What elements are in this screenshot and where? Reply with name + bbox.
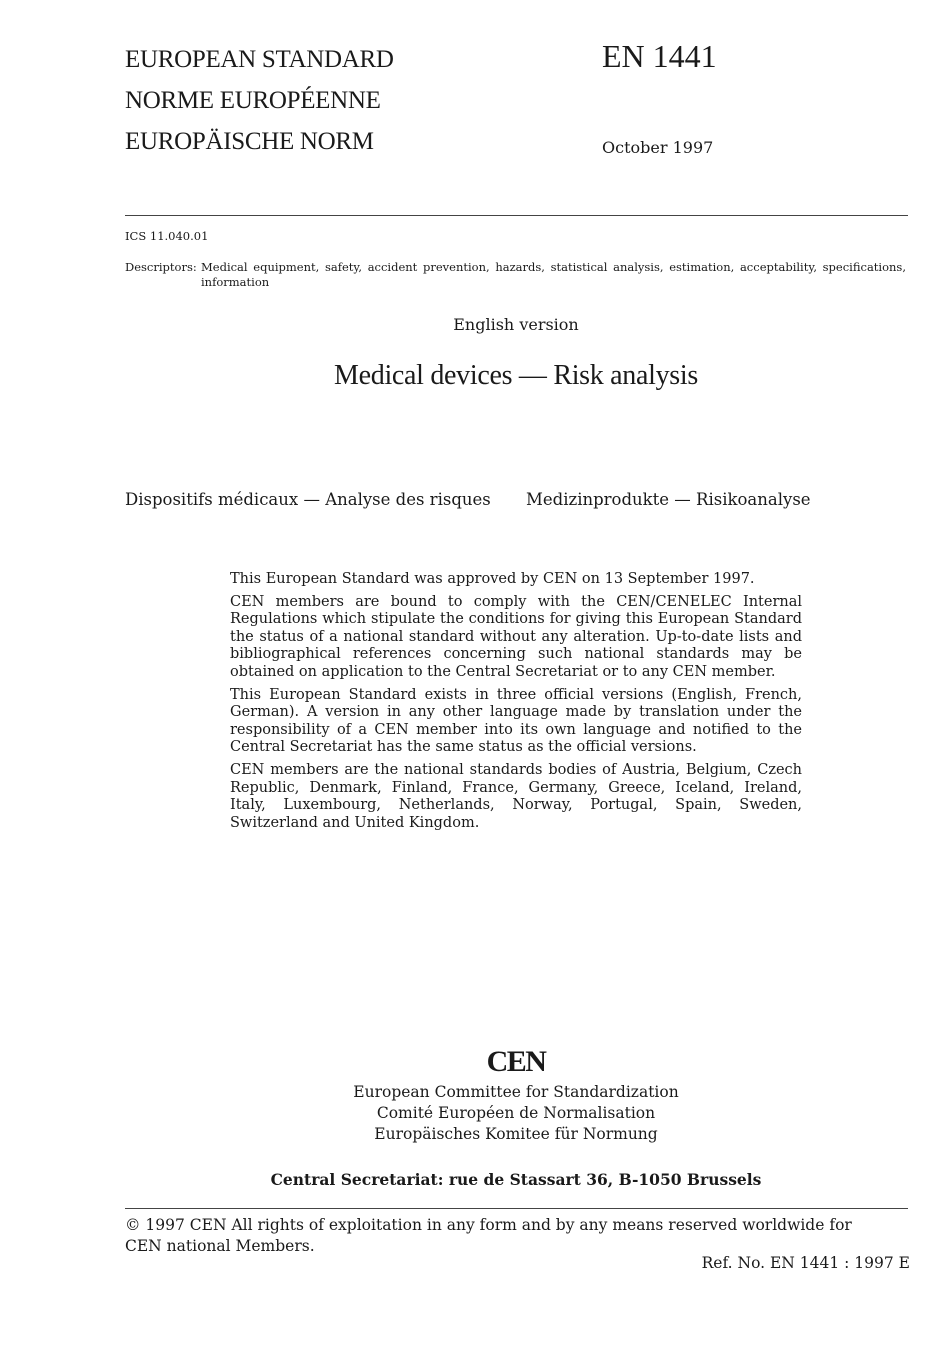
title-english: EUROPEAN STANDARD bbox=[125, 46, 394, 73]
cen-logo: CEN bbox=[486, 1045, 546, 1078]
cen-name-en: European Committee for Standardization bbox=[353, 1083, 679, 1101]
title-french: NORME EUROPÉENNE bbox=[125, 87, 381, 114]
standard-number: EN 1441 bbox=[602, 38, 717, 74]
ics-code: ICS 11.040.01 bbox=[125, 229, 209, 243]
paragraph-members: CEN members are the national standards bodies of Austria, Belgium, Czech Republic, Denmark, Finland, France, Germany, Greece, Iceland, Ireland, Italy, Luxembourg, Netherlands, Norway, Portugal, Spain, Sweden, Switzerland and United Kingdom. bbox=[230, 761, 802, 831]
central-secretariat: Central Secretariat: rue de Stassart 36, B-1050 Brussels bbox=[270, 1170, 762, 1189]
descriptors-label: Descriptors: bbox=[125, 260, 197, 274]
approval-text bbox=[230, 571, 802, 837]
bottom-divider bbox=[125, 1208, 908, 1209]
title-de: Medizinprodukte — Risikoanalyse bbox=[526, 490, 811, 509]
paragraph-regulations: CEN members are bound to comply with the CEN/CENELEC Internal Regulations which stipulate the conditions for giving this European Standard the status of a national standard without any alteration. Up-to-date lists and bibliographical references concerning such national standards may be obtained on application to the Central Secretariat or to any CEN member. bbox=[230, 593, 802, 680]
reference-number: Ref. No. EN 1441 : 1997 E bbox=[701, 1254, 910, 1272]
copyright-notice: © 1997 CEN All rights of exploitation in any form and by any means reserved worldwide for CEN national Members. bbox=[125, 1216, 852, 1255]
main-title: Medical devices — Risk analysis bbox=[334, 360, 698, 391]
publication-date: October 1997 bbox=[602, 138, 714, 157]
cen-name-fr: Comité Européen de Normalisation bbox=[376, 1104, 656, 1122]
descriptors-text: Medical equipment, safety, accident prevention, hazards, statistical analysis, estimation, acceptability, specifications, information bbox=[201, 260, 906, 289]
version-label: English version bbox=[453, 315, 579, 334]
paragraph-versions: This European Standard exists in three official versions (English, French, German). A version in any other language made by translation under the responsibility of a CEN member into its own language and notified to the Central Secretariat has the same status as the official versions. bbox=[230, 686, 802, 756]
paragraph-approval: This European Standard was approved by CEN on 13 September 1997. bbox=[230, 571, 755, 587]
cen-name-de: Europäisches Komitee für Normung bbox=[374, 1125, 658, 1143]
top-divider bbox=[125, 215, 908, 216]
title-german: EUROPÄISCHE NORM bbox=[125, 128, 374, 155]
title-fr: Dispositifs médicaux — Analyse des risques bbox=[125, 490, 491, 509]
